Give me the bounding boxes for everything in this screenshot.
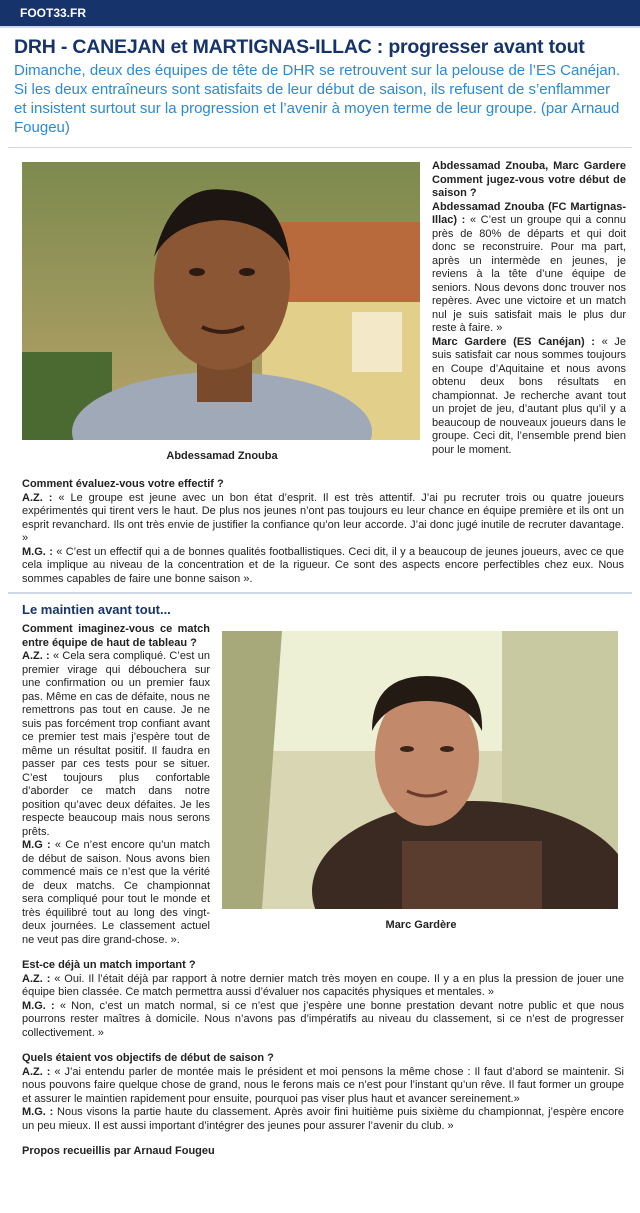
answer-4-mg: « Non, c’est un match normal, si ce n’est que j’espère une bonne prestation devant notre public et que nous pourrons rester maîtres à domicile. Nous n’avons pas d’impératifs au niveau du classement, si ce n’est de progresser collectivement. » — [22, 999, 624, 1039]
answer-5-az: « J’ai entendu parler de montée mais le président et moi pensons la même chose : Il faut d’abord se maintenir. Si nous pouvons faire quelque chose de grand, nous le ferons mais ce n’est pour l’instant qu’un rêve. Il faut former un groupe et assurer le maintien rapidement pour ensuite, pourquoi pas viser plus haut et avancer sereinement.» — [22, 1065, 625, 1105]
answer-3-az: « Cela sera compliqué. C’est un premier virage qui débouchera sur une confirmation ou un premier faux pas. Même en cas de défaite, nous ne remettrons pas tout en cause. Je ne suis pas forcément trop confiant avant ce premier test mais j’espère tout de même un résultat positif. Il faudra en passer par ces tests pour se situer. C’est toujours plus confortable d’aborder ce match dans notre position qu’avec deux défaites. Je les respecte beaucoup mais nous serons prêts. — [22, 650, 210, 838]
article-lead: Dimanche, deux des équipes de tête de DHR se retrouvent sur la pelouse de l’ES Canéjan. Si les deux entraîneurs sont satisfaits de leur début de saison, ils refusent de s’enflammer et insistent surtout sur la progression et l’avenir à moyen terme de leur groupe. (par Arnaud Fougeu) — [14, 62, 621, 136]
question-3: Comment imaginez-vous ce match entre équipe de haut de tableau ? — [22, 623, 210, 649]
question-4: Est-ce déjà un match important ? — [22, 959, 196, 971]
photo-marc-gardere — [222, 631, 618, 909]
answer-1-znouba: « C’est un groupe qui a connu près de 80% de départs et qui doit donc se reconstruire. Pour ma part, après un intermède en jeunes, je reviens à la tête d’une équipe de seniors. Nous devons donc trouver nos repères. Avec une victoire et un match nul je suis satisfait mais le plus dur reste à faire. » — [432, 214, 626, 334]
question-block-objectifs — [22, 1052, 624, 1133]
answer-3-mg: « Ce n’est encore qu’un match de début de saison. Nous avons bien commencé mais ce n’est que la vérité de deux matchs. Ce championnat sera compliqué pour tout le monde et très équilibré tout au long des vingt-deux journées. Le classement actuel ne veut pas dire grand-chose. ». — [22, 839, 210, 946]
label-mg: M.G. : — [22, 545, 53, 558]
question-5: Quels étaient vos objectifs de début de saison ? — [22, 1052, 274, 1064]
speaker-znouba: Abdessamad Znouba (FC Martignas-Illac) : — [432, 200, 626, 226]
article — [0, 36, 640, 1159]
site-header — [0, 0, 640, 28]
question-block-effectif — [22, 478, 624, 586]
label-mg: M.G : — [22, 839, 51, 851]
label-az: A.Z. : — [22, 972, 51, 985]
photo-caption-znouba: Abdessamad Znouba — [166, 450, 278, 462]
label-mg: M.G. : — [22, 1106, 54, 1118]
label-az: A.Z. : — [22, 1065, 51, 1078]
answer-2-mg: « C’est un effectif qui a de bonnes qualités footballistiques. Ceci dit, il y a beaucoup de jeunes joueurs, avec ce que cela implique au niveau de la concentration et de la rigueur. Ce sont des aspects encore perfectibles chez eux. Nous sommes capables de faire une bonne saison ». — [22, 545, 624, 585]
answer-5-mg: Nous visons la partie haute du classement. Après avoir fini huitième puis sixième du championnat, j’espère encore un peu mieux. Il est aussi important d’intégrer des jeunes pour assurer l’avenir du club. » — [22, 1106, 624, 1132]
article-title: DRH - CANEJAN et MARTIGNAS-ILLAC : progresser avant tout — [14, 36, 585, 58]
answer-4-az: « Oui. Il l’était déjà par rapport à notre dernier match très moyen en coupe. Il y a en plus la pression de jouer une équipe bien classée. Ce match permettra aussi d’évaluer nos capacités physiques et mentales. » — [22, 972, 624, 998]
photo-abdessamad-znouba — [22, 162, 420, 440]
photo-znouba-block — [22, 162, 422, 462]
question-2: Comment évaluez-vous votre effectif ? — [22, 478, 224, 490]
article-credit: Propos recueillis par Arnaud Fougeu — [22, 1145, 215, 1157]
answer-2-az: « Le groupe est jeune avec un bon état d’esprit. Il est très attentif. J’ai pu recruter trois ou quatre joueurs expérimentés qui tirent vers le haut. De plus nos jeunes n’ont pas toujours eu leur chance en équipe première et ils ont un esprit revanchard. Ils ont très envie de justifier la confiance qu’on leur accorde. J’ai donc jugé inutile de recruter davantage. » — [22, 491, 624, 544]
question-1: Abdessamad Znouba, Marc Gardere Comment jugez-vous votre début de saison ? — [432, 160, 626, 199]
speaker-gardere: Marc Gardere (ES Canéjan) : — [432, 335, 595, 348]
divider — [8, 147, 632, 148]
label-az: A.Z. : — [22, 650, 50, 662]
photo-caption-gardere: Marc Gardère — [385, 919, 457, 931]
site-name[interactable]: FOOT33.FR — [20, 6, 87, 20]
photo-gardere-block — [222, 631, 620, 931]
label-az: A.Z. : — [22, 491, 53, 504]
label-mg: M.G. : — [22, 999, 55, 1012]
answer-1-gardere: « Je suis satisfait car nous sommes toujours en Coupe d’Aquitaine et nous avons obtenu deux bons résultats en championnat. Je recherche avant tout un projet de jeu, d’autant plus qu’il y a beaucoup de nouveaux joueurs dans le groupe. Ceci dit, l’ensemble prend bien pour le moment. — [432, 335, 626, 456]
question-block-important — [22, 959, 624, 1040]
section-heading: Le maintien avant tout... — [8, 592, 632, 623]
